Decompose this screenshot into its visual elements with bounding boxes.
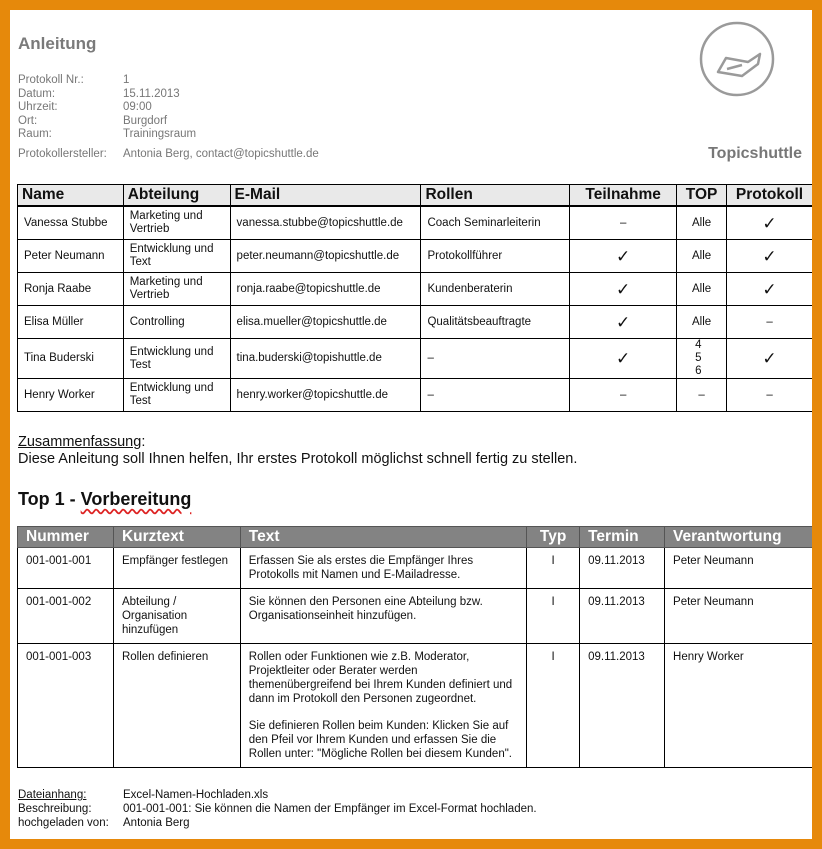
table-row [18, 306, 813, 339]
attachment-label: hochgeladen von: [18, 817, 109, 829]
top-cell: Alle [677, 306, 727, 339]
column-header: Protokoll [727, 185, 812, 207]
short-text-cell: Rollen definieren [113, 644, 240, 768]
name-cell: Elisa Müller [18, 306, 124, 339]
attendance-cell: – [570, 206, 677, 240]
column-header: E-Mail [230, 185, 421, 207]
department-cell: Marketing und Vertrieb [123, 206, 230, 240]
number-cell: 001-001-003 [18, 644, 114, 768]
deadline-cell: 09.11.2013 [580, 589, 665, 644]
meta-row [18, 88, 319, 102]
text-cell [240, 548, 526, 589]
summary-section: Zusammenfassung: Diese Anleitung soll Ihnen helfen, Ihr erstes Protokoll möglichst schnell fertig zu stellen. [18, 434, 578, 467]
protocol-meta [18, 74, 319, 161]
meta-value: Burgdorf [123, 114, 168, 127]
table-row [18, 273, 813, 306]
column-header: Rollen [421, 185, 570, 207]
meta-value: Trainingsraum [123, 128, 197, 140]
protocol-cell: ✓ [727, 206, 812, 240]
responsible-cell: Peter Neumann [665, 589, 812, 644]
attachment-value: 001-001-001: Sie können die Namen der Empfänger im Excel-Format hochladen. [123, 803, 537, 815]
column-header: Kurztext [113, 527, 240, 548]
deadline-cell: 09.11.2013 [580, 548, 665, 589]
short-text-cell: Empfänger festlegen [113, 548, 240, 589]
attachment-value: Antonia Berg [123, 817, 190, 829]
attendance-cell: ✓ [570, 240, 677, 273]
top-cell: 4 5 6 [677, 339, 727, 379]
meta-label: Ort: [18, 114, 38, 127]
table-header-row [18, 527, 813, 548]
email-cell: elisa.mueller@topicshuttle.de [230, 306, 421, 339]
column-header: TOP [677, 185, 727, 207]
attachment-row [18, 802, 537, 816]
author-label: Protokollersteller: [18, 147, 107, 160]
attachment-row [18, 788, 537, 802]
email-cell: vanessa.stubbe@topicshuttle.de [230, 206, 421, 240]
number-cell: 001-001-001 [18, 548, 114, 589]
protocol-cell: ✓ [727, 240, 812, 273]
name-cell: Tina Buderski [18, 339, 124, 379]
table-header-row [18, 185, 813, 207]
summary-text: Diese Anleitung soll Ihnen helfen, Ihr erstes Protokoll möglichst schnell fertig zu stellen. [18, 451, 578, 467]
protocol-cell: ✓ [727, 273, 812, 306]
attendance-cell: – [570, 379, 677, 412]
attachment-row [18, 816, 537, 830]
responsible-cell: Henry Worker [665, 644, 812, 768]
roles-cell: Kundenberaterin [421, 273, 570, 306]
author-value: Antonia Berg, contact@topicshuttle.de [123, 147, 319, 160]
responsible-cell: Peter Neumann [665, 548, 812, 589]
department-cell: Entwicklung und Test [123, 379, 230, 412]
text-paragraph: Sie definieren Rollen beim Kunden: Klicken Sie auf den Pfeil vor Ihrem Kunden und erfassen Sie die Rollen unter: "Mögliche Rollen bei diesem Kunden". [248, 720, 512, 760]
attendance-cell: ✓ [570, 273, 677, 306]
author-row [18, 148, 319, 162]
roles-cell: Protokollführer [421, 240, 570, 273]
attachment-file-link[interactable]: Excel-Namen-Hochladen.xls [123, 789, 269, 801]
top-cell: Alle [677, 206, 727, 240]
meta-label: Datum: [18, 87, 56, 100]
section-heading [18, 489, 191, 510]
email-cell: henry.worker@topicshuttle.de [230, 379, 421, 412]
column-header: Name [18, 185, 124, 207]
type-cell: I [527, 589, 580, 644]
department-cell: Entwicklung und Test [123, 339, 230, 379]
roles-cell: – [421, 379, 570, 412]
roles-cell: – [421, 339, 570, 379]
text-cell [240, 644, 526, 768]
meta-row [18, 101, 319, 115]
column-header: Abteilung [123, 185, 230, 207]
text-paragraph: Sie können den Personen eine Abteilung bzw. Organisationseinheit hinzufügen. [248, 596, 483, 622]
protocol-cell: – [727, 306, 812, 339]
column-header: Teilnahme [570, 185, 677, 207]
email-cell: ronja.raabe@topicshuttle.de [230, 273, 421, 306]
table-row [18, 548, 813, 589]
brand-name: Topicshuttle [708, 145, 802, 162]
table-row [18, 589, 813, 644]
email-cell: tina.buderski@topishuttle.de [230, 339, 421, 379]
meta-value: 15.11.2013 [123, 87, 180, 100]
section-prefix: Top 1 - [18, 489, 81, 509]
meta-row [18, 115, 319, 129]
table-row [18, 644, 813, 768]
department-cell: Controlling [123, 306, 230, 339]
attendance-cell: ✓ [570, 339, 677, 379]
participants-table [17, 184, 812, 412]
table-row [18, 379, 813, 412]
attendance-cell: ✓ [570, 306, 677, 339]
meta-row [18, 74, 319, 88]
roles-cell: Coach Seminarleiterin [421, 206, 570, 240]
document-page [10, 10, 812, 839]
text-paragraph: Erfassen Sie als erstes die Empfänger Ihres Protokolls mit Namen und E-Mailadresse. [248, 555, 474, 581]
attachment-label: Beschreibung: [18, 803, 92, 815]
name-cell: Ronja Raabe [18, 273, 124, 306]
column-header: Termin [580, 527, 665, 548]
type-cell: I [527, 644, 580, 768]
department-cell: Entwicklung und Text [123, 240, 230, 273]
number-cell: 001-001-002 [18, 589, 114, 644]
topicshuttle-logo-icon [698, 20, 776, 98]
email-cell: peter.neumann@topicshuttle.de [230, 240, 421, 273]
text-paragraph: Rollen oder Funktionen wie z.B. Moderator, Projektleiter oder Berater werden themenübergreifend bei Ihrem Kunden definiert und dann im Protokoll den Personen zugeordnet. [248, 651, 513, 705]
meta-row [18, 128, 319, 142]
table-row [18, 206, 813, 240]
meta-value: 09:00 [123, 101, 152, 113]
section-title: Vorbereitung [80, 489, 192, 509]
protocol-cell: ✓ [727, 339, 812, 379]
name-cell: Peter Neumann [18, 240, 124, 273]
attachment-label: Dateianhang: [18, 789, 87, 801]
tasks-table [17, 526, 812, 768]
roles-cell: Qualitätsbeauftragte [421, 306, 570, 339]
column-header: Verantwortung [665, 527, 812, 548]
meta-label: Protokoll Nr.: [18, 74, 84, 86]
text-cell [240, 589, 526, 644]
meta-value: 1 [123, 74, 130, 86]
department-cell: Marketing und Vertrieb [123, 273, 230, 306]
table-row [18, 339, 813, 379]
attachment-section [18, 788, 537, 830]
meta-label: Raum: [18, 128, 52, 140]
column-header: Nummer [18, 527, 114, 548]
deadline-cell: 09.11.2013 [580, 644, 665, 768]
type-cell: I [527, 548, 580, 589]
top-cell: Alle [677, 273, 727, 306]
table-row [18, 240, 813, 273]
short-text-cell: Abteilung / Organisation hinzufügen [113, 589, 240, 644]
column-header: Text [240, 527, 526, 548]
name-cell: Henry Worker [18, 379, 124, 412]
top-cell: – [677, 379, 727, 412]
page-title: Anleitung [18, 34, 97, 53]
name-cell: Vanessa Stubbe [18, 206, 124, 240]
column-header: Typ [527, 527, 580, 548]
meta-label: Uhrzeit: [18, 101, 58, 113]
protocol-cell: – [727, 379, 812, 412]
summary-heading: Zusammenfassung [18, 434, 142, 450]
top-cell: Alle [677, 240, 727, 273]
